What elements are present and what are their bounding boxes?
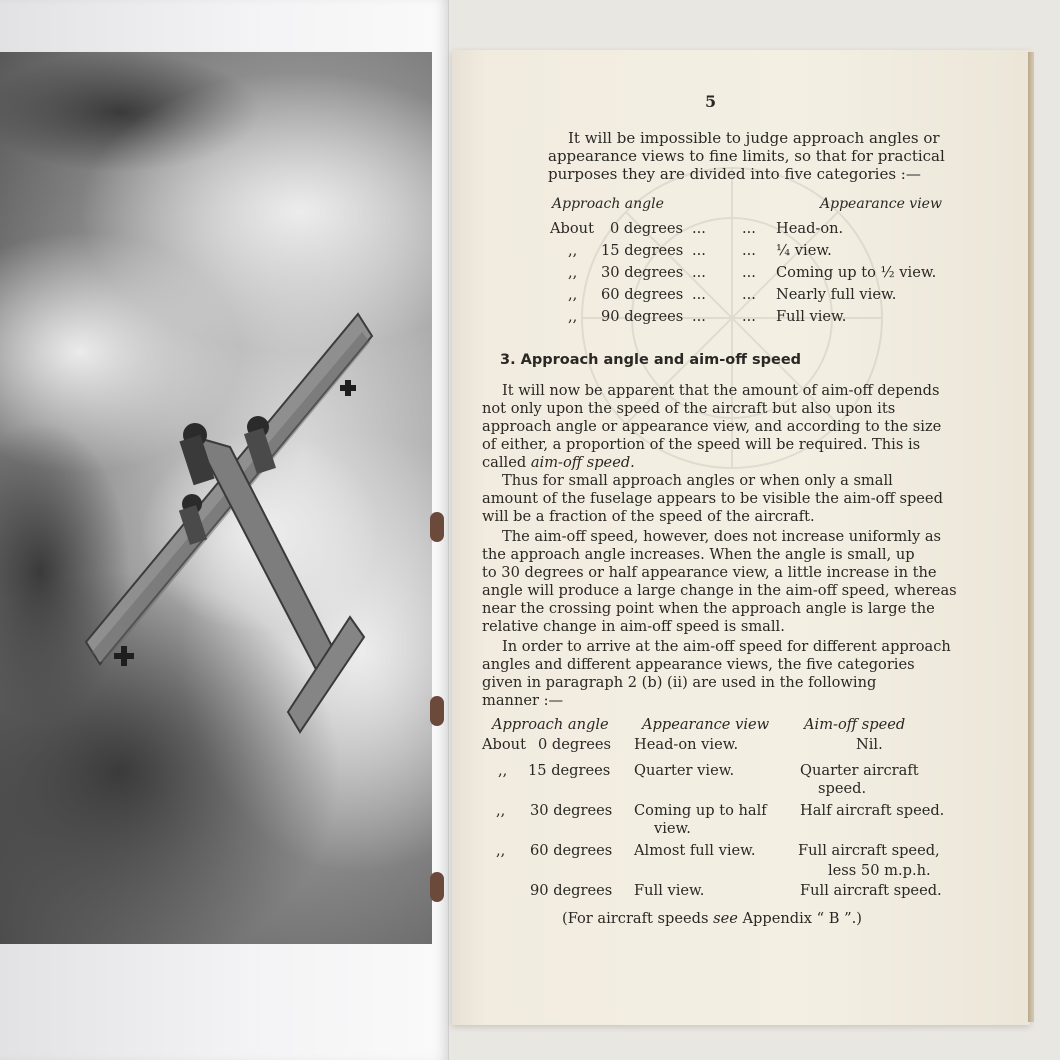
row-speed: Full aircraft speed. bbox=[800, 882, 942, 899]
row-angle: 15 degrees bbox=[528, 762, 611, 779]
footnote-see: see bbox=[713, 910, 738, 927]
table2-header-speed: Aim-off speed bbox=[804, 716, 906, 733]
row-dots: ... bbox=[692, 286, 706, 303]
footnote-text: Appendix “ B ”.) bbox=[737, 910, 862, 927]
para-text: called bbox=[482, 454, 531, 471]
table2-header-angle: Approach angle bbox=[492, 716, 609, 733]
para-line bbox=[482, 454, 941, 472]
row-dots: ... bbox=[742, 264, 756, 281]
row-speed-continued: speed. bbox=[818, 780, 867, 797]
row-view: Head-on view. bbox=[634, 736, 739, 753]
row-view: Head-on. bbox=[776, 220, 844, 237]
para-line: In order to arrive at the aim-off speed for different approach bbox=[502, 638, 951, 655]
row-prefix: ,, bbox=[568, 286, 578, 303]
para-line: will be a fraction of the speed of the aircraft. bbox=[482, 508, 815, 525]
table1-header-angle: Approach angle bbox=[552, 196, 664, 212]
row-angle: 90 degrees bbox=[601, 308, 684, 325]
row-prefix: ,, bbox=[568, 308, 578, 325]
row-dots: ... bbox=[692, 264, 706, 281]
page-number: 5 bbox=[705, 92, 717, 111]
row-dots: ... bbox=[692, 220, 706, 237]
row-angle: 30 degrees bbox=[530, 802, 613, 819]
row-angle: 90 degrees bbox=[530, 882, 613, 899]
row-view: ¼ view. bbox=[776, 242, 832, 259]
para-line: Thus for small approach angles or when only a small bbox=[502, 472, 893, 489]
row-speed: Full aircraft speed, bbox=[798, 842, 940, 859]
row-view: Quarter view. bbox=[634, 762, 735, 779]
para-line: angles and different appearance views, the five categories bbox=[482, 656, 915, 673]
row-angle: 30 degrees bbox=[601, 264, 684, 281]
aim-off-speed-term: aim-off speed. bbox=[530, 454, 635, 471]
para-line: to 30 degrees or half appearance view, a little increase in the bbox=[482, 564, 937, 581]
row-speed: Nil. bbox=[856, 736, 883, 753]
row-prefix: About bbox=[482, 736, 526, 753]
paragraph-4 bbox=[482, 638, 951, 710]
paragraph-2 bbox=[482, 472, 943, 526]
row-angle: 60 degrees bbox=[530, 842, 613, 859]
aircraft-photograph bbox=[0, 52, 432, 944]
row-prefix: ,, bbox=[568, 242, 578, 259]
row-dots: ... bbox=[742, 220, 756, 237]
row-view: Coming up to half bbox=[634, 802, 767, 819]
row-speed: Quarter aircraft bbox=[800, 762, 919, 779]
binding-hole bbox=[430, 512, 444, 542]
para-line: given in paragraph 2 (b) (ii) are used in the following bbox=[482, 674, 877, 691]
intro-line: appearance views to fine limits, so that for practical bbox=[548, 147, 945, 165]
para-line: approach angle or appearance view, and according to the size bbox=[482, 418, 942, 435]
para-line: the approach angle increases. When the angle is small, up bbox=[482, 546, 915, 563]
page-edge bbox=[1028, 52, 1034, 1022]
para-line: manner :— bbox=[482, 692, 564, 709]
para-line: relative change in aim-off speed is small. bbox=[482, 618, 785, 635]
row-prefix: ,, bbox=[496, 802, 506, 819]
row-view: Full view. bbox=[776, 308, 847, 325]
table1-header-view: Appearance view bbox=[820, 196, 942, 212]
para-line: near the crossing point when the approach angle is large the bbox=[482, 600, 935, 617]
para-line: It will now be apparent that the amount of aim-off depends bbox=[502, 382, 940, 399]
row-dots: ... bbox=[742, 308, 756, 325]
paragraph-1 bbox=[482, 382, 941, 472]
row-speed-continued: less 50 m.p.h. bbox=[828, 862, 931, 879]
para-line: amount of the fuselage appears to be visible the aim-off speed bbox=[482, 490, 943, 507]
row-view: Coming up to ½ view. bbox=[776, 264, 937, 281]
row-speed: Half aircraft speed. bbox=[800, 802, 945, 819]
row-dots: ... bbox=[742, 286, 756, 303]
row-dots: ... bbox=[742, 242, 756, 259]
row-view-continued: view. bbox=[654, 820, 691, 837]
row-prefix: ,, bbox=[568, 264, 578, 281]
footnote-text: (For aircraft speeds bbox=[562, 910, 714, 927]
paragraph-3 bbox=[482, 528, 957, 636]
para-line: The aim-off speed, however, does not increase uniformly as bbox=[502, 528, 942, 545]
aircraft-photo-svg bbox=[0, 52, 432, 944]
row-prefix: ,, bbox=[496, 842, 506, 859]
row-prefix: ,, bbox=[498, 762, 508, 779]
left-page bbox=[0, 0, 449, 1060]
row-angle: 0 degrees bbox=[538, 736, 611, 753]
para-line: of either, a proportion of the speed will be required. This is bbox=[482, 436, 921, 453]
row-view: Full view. bbox=[634, 882, 705, 899]
row-view: Almost full view. bbox=[634, 842, 756, 859]
row-angle: 0 degrees bbox=[610, 220, 683, 237]
intro-line: It will be impossible to judge approach angles or bbox=[568, 129, 940, 147]
binding-hole bbox=[430, 696, 444, 726]
row-dots: ... bbox=[692, 242, 706, 259]
footnote bbox=[562, 910, 862, 928]
row-prefix: About bbox=[550, 220, 594, 237]
table2-header-view: Appearance view bbox=[642, 716, 770, 733]
row-dots: ... bbox=[692, 308, 706, 325]
para-line: not only upon the speed of the aircraft but also upon its bbox=[482, 400, 896, 417]
row-angle: 60 degrees bbox=[601, 286, 684, 303]
section-heading: 3. Approach angle and aim-off speed bbox=[500, 352, 802, 368]
binding-hole bbox=[430, 872, 444, 902]
intro-paragraph bbox=[548, 129, 945, 183]
intro-line: purposes they are divided into five categories :— bbox=[548, 165, 921, 183]
row-angle: 15 degrees bbox=[601, 242, 684, 259]
row-view: Nearly full view. bbox=[776, 286, 897, 303]
para-line: angle will produce a large change in the aim-off speed, whereas bbox=[482, 582, 957, 599]
